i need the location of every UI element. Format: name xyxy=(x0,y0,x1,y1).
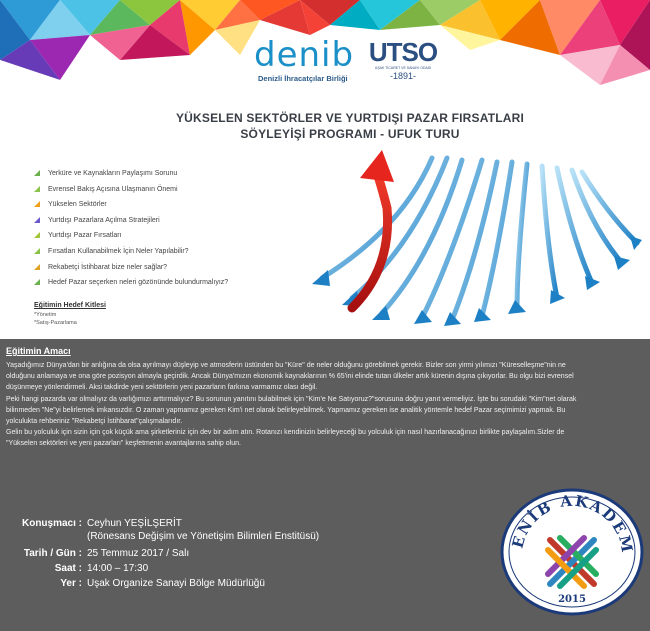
triangle-bullet-icon xyxy=(34,248,40,254)
utso-tagline: UŞAK TİCARET VE SANAYİ ODASI xyxy=(374,66,432,70)
triangle-bullet-icon xyxy=(34,186,40,192)
target-audience-title: Eğitimin Hedef Kitlesi xyxy=(34,302,106,309)
time-value: 14:00 – 17:30 xyxy=(87,563,149,574)
speaker-name: Ceyhun YEŞİLŞERİT xyxy=(87,518,182,529)
date-label: Tarih / Gün : xyxy=(23,548,82,559)
utso-logo xyxy=(368,38,438,90)
title-line-2: SÖYLEYİŞİ PROGRAMI - UFUK TURU xyxy=(240,127,460,141)
utso-wordmark: UTSO xyxy=(368,37,438,67)
denib-subtitle: Denizli İhracatçılar Birliği xyxy=(258,74,348,83)
triangle-bullet-icon xyxy=(34,232,40,238)
utso-year: -1891- xyxy=(389,71,416,81)
purpose-paragraph: Gelin bu yolculuk için sizin için çok küçük ama şirketleriniz için dev bir adım atın. Rotanızı kendinizin belirleyeceği bu yolculuk için nasıl hazırlanacağınızı birlikte paylaşalım.Sizler de "Yükselen sektörleri ve yeni pazarları" keşfetmenin avantajlarına sahip olun. xyxy=(6,429,565,448)
speaker-institution: (Rönesans Değişim ve Yönetişim Bilimleri Enstitüsü) xyxy=(87,531,320,542)
topic-item: Hedef Pazar seçerken neleri gözönünde bulundurmalıyız? xyxy=(34,277,284,293)
topic-item: Yerküre ve Kaynakların Paylaşımı Sorunu xyxy=(34,168,284,184)
date-value: 25 Temmuz 2017 / Salı xyxy=(87,548,190,559)
denib-logo xyxy=(254,35,372,86)
arrows-illustration xyxy=(282,148,642,330)
topic-item: Yurtdışı Pazar Fırsatları xyxy=(34,230,284,246)
place-value: Uşak Organize Sanayi Bölge Müdürlüğü xyxy=(87,578,265,589)
page-title xyxy=(130,110,570,142)
triangle-bullet-icon xyxy=(34,279,40,285)
topic-item: Evrensel Bakış Açısına Ulaşmanın Önemi xyxy=(34,184,284,200)
purpose-paragraph: Yaşadığımız Dünya'dan bir anlığına da olsa ayrılmayı düşleyip ve atmosferin üstünden bu "Küre" de neler olduğunu görebilmek gerekir. Bizler son yirmi yılımızı "Küreselleşme"nin ne olduğunu anlamaya ve ona göre pozisyon almayla geçirdik. Ancak Dünya'mızın ekonomik kaynaklarının % 65'ini elinde tutan ülkeler artık kürenin dışına çıkıyorlar. Bu olgu bizi evrensel düşünmeye yönlendirmeli. Aksi takdirde yeni sektörlerin yeni pazarların farkına varmamız olası değil. xyxy=(6,362,574,392)
topic-list xyxy=(34,168,284,293)
purpose-heading: Eğitimin Amacı xyxy=(6,346,71,356)
speaker-label: Konuşmacı : xyxy=(21,518,82,529)
target-audience-item: *Yönetim xyxy=(34,312,57,318)
target-audience-item: *Satış-Pazarlama xyxy=(34,320,77,326)
denib-wordmark: denib xyxy=(254,35,355,75)
target-audience-list xyxy=(34,311,77,327)
topic-item: Yükselen Sektörler xyxy=(34,199,284,215)
triangle-bullet-icon xyxy=(34,170,40,176)
triangle-bullet-icon xyxy=(34,264,40,270)
purpose-paragraph: Peki hangi pazarda var olmalıyız da varlığımızı arttırmalıyız? Bu sorunun yanıtını bulabilmek için "Kim'e Ne Satıyoruz?"sorusuna doğru yanıt vermeliyiz. İşte bu sorudaki "Kim"net olarak bilinmeden "Ne"yi belirlemek imkansızdır. O zaman yapmamız gereken Kim'i net olarak belirleyebilmek. Yapmamız gereken ise analitik yöntemle hedef Pazar seçimimizi yapmak. Bu yolculukta rehberiniz "Rekabetçi İstihbarat"çalışmalarıdır. xyxy=(6,395,577,426)
denib-akademi-seal xyxy=(500,486,644,616)
triangle-bullet-icon xyxy=(34,201,40,207)
topic-item: Yurtdışı Pazarlara Açılma Stratejileri xyxy=(34,215,284,231)
place-label: Yer : xyxy=(60,578,82,589)
time-label: Saat : xyxy=(54,563,82,574)
topic-item: Rekabetçi İstihbarat bize neler sağlar? xyxy=(34,262,284,278)
seal-text: ENİB AKADEM xyxy=(508,491,637,556)
purpose-text xyxy=(6,360,596,450)
seal-year: 2015 xyxy=(558,594,586,605)
topic-item: Fırsatları Kullanabilmek İçin Neler Yapılabilir? xyxy=(34,246,284,262)
title-line-1: YÜKSELEN SEKTÖRLER VE YURTDIŞI PAZAR FIRSATLARI xyxy=(175,111,525,125)
triangle-bullet-icon xyxy=(34,217,40,223)
